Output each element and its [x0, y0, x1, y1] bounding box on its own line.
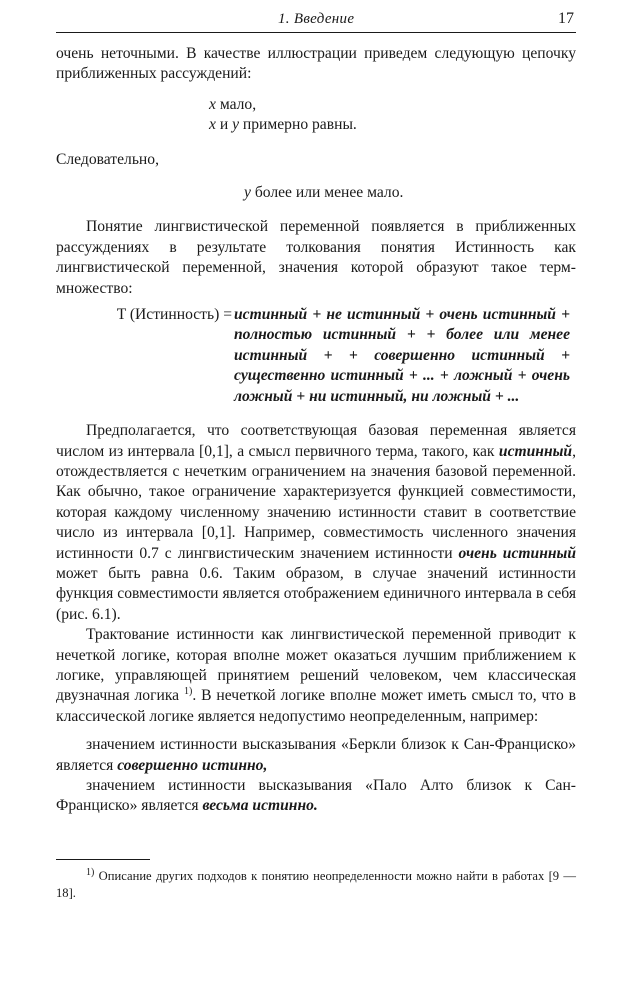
p3-term-true: истинный: [498, 442, 573, 460]
example-1-value: совершенно истинно,: [117, 756, 268, 774]
reasoning-line-2: [209, 115, 576, 135]
example-2-value: весьма истинно.: [202, 797, 318, 815]
var-x: x: [209, 95, 216, 113]
paragraph-1: очень неточными. В качестве иллюстрации приведем следующую цепочку приближенных рассуждений:: [56, 45, 576, 83]
p3-text-a: Предполагается, что соответствующая базовая переменная является числом из интервала [0,1], а смысл первичного терма, такого, как: [56, 422, 576, 460]
conclusion-line: [56, 183, 576, 203]
example-1: [56, 735, 576, 776]
formula-rhs: истинный + не истинный + очень истинный + полностью истинный + + более или менее истинный + + совершенно истинный + существенно истинный + ... + ложный + очень ложный + ни истинный, ни ложный + ...: [234, 306, 570, 405]
page-number: 17: [558, 10, 574, 27]
reasoning-line-2-mid: и: [215, 116, 233, 134]
p3-term-very-true: очень истинный: [458, 544, 576, 562]
reasoning-line-1-text: мало,: [215, 95, 257, 113]
example-1-text: значением истинности высказывания «Беркли близок к Сан-Франциско» является: [56, 736, 576, 774]
therefore-line: Следовательно,: [56, 150, 159, 168]
footnote-divider: [56, 859, 150, 860]
p4-text-a: Трактование истинности как лингвистической переменной приводит к нечеткой логике, которая вполне может оказаться лучшим приближением к логике, управляющей принятием решений человеком, чем классическая двузначная логика: [56, 626, 576, 705]
var-y: y: [244, 184, 251, 202]
var-x: x: [209, 116, 216, 134]
running-head: [56, 8, 576, 33]
reasoning-line-1: [209, 95, 576, 115]
paragraph-2: Понятие лингвистической переменной появляется в приближенных рассуждениях в результате толкования понятия Истинность как лингвистической переменной, значения которой образуют такое терм-множество:: [56, 218, 576, 297]
var-y: y: [232, 116, 239, 134]
reasoning-chain: [56, 95, 576, 136]
conclusion-text: более или менее мало.: [250, 184, 404, 202]
footnote-mark: 1): [86, 866, 95, 878]
footnote-ref: 1): [183, 686, 193, 698]
reasoning-line-2-text: примерно равны.: [239, 116, 357, 134]
p4-text-b: . В нечеткой логике вполне может иметь смысл то, что в классической логике является недопустимо неопределенным, например:: [56, 687, 576, 725]
p3-text-e: может быть равна 0.6. Таким образом, в случае значений истинности функция совместимости является отображением единичного интервала в себя (рис. 6.1).: [56, 564, 576, 623]
term-set-formula: [56, 305, 576, 407]
footnote: [56, 868, 576, 902]
paragraph-3: [56, 421, 576, 625]
p3-text-c: , отождествляется с нечетким ограничением на значения базовой переменной. Как обычно, такое ограничение характеризуется функцией совместимости, которая каждому численному значению истинности ставит в соответствие число из интервала [0,1]. Например, совместимость численного значения истинности 0.7 с лингвистическим значением истинности: [56, 442, 576, 562]
footnote-text: Описание других подходов к понятию неопределенности можно найти в работах [9 — 18].: [56, 869, 576, 900]
main-text: [56, 44, 576, 817]
example-2-text: значением истинности высказывания «Пало Алто близок к Сан-Франциско» является: [56, 777, 576, 815]
paragraph-4: [56, 625, 576, 727]
chapter-title: 1. Введение: [278, 11, 355, 27]
example-2: [56, 776, 576, 817]
formula-lhs: T (Истинность) =: [116, 306, 232, 324]
